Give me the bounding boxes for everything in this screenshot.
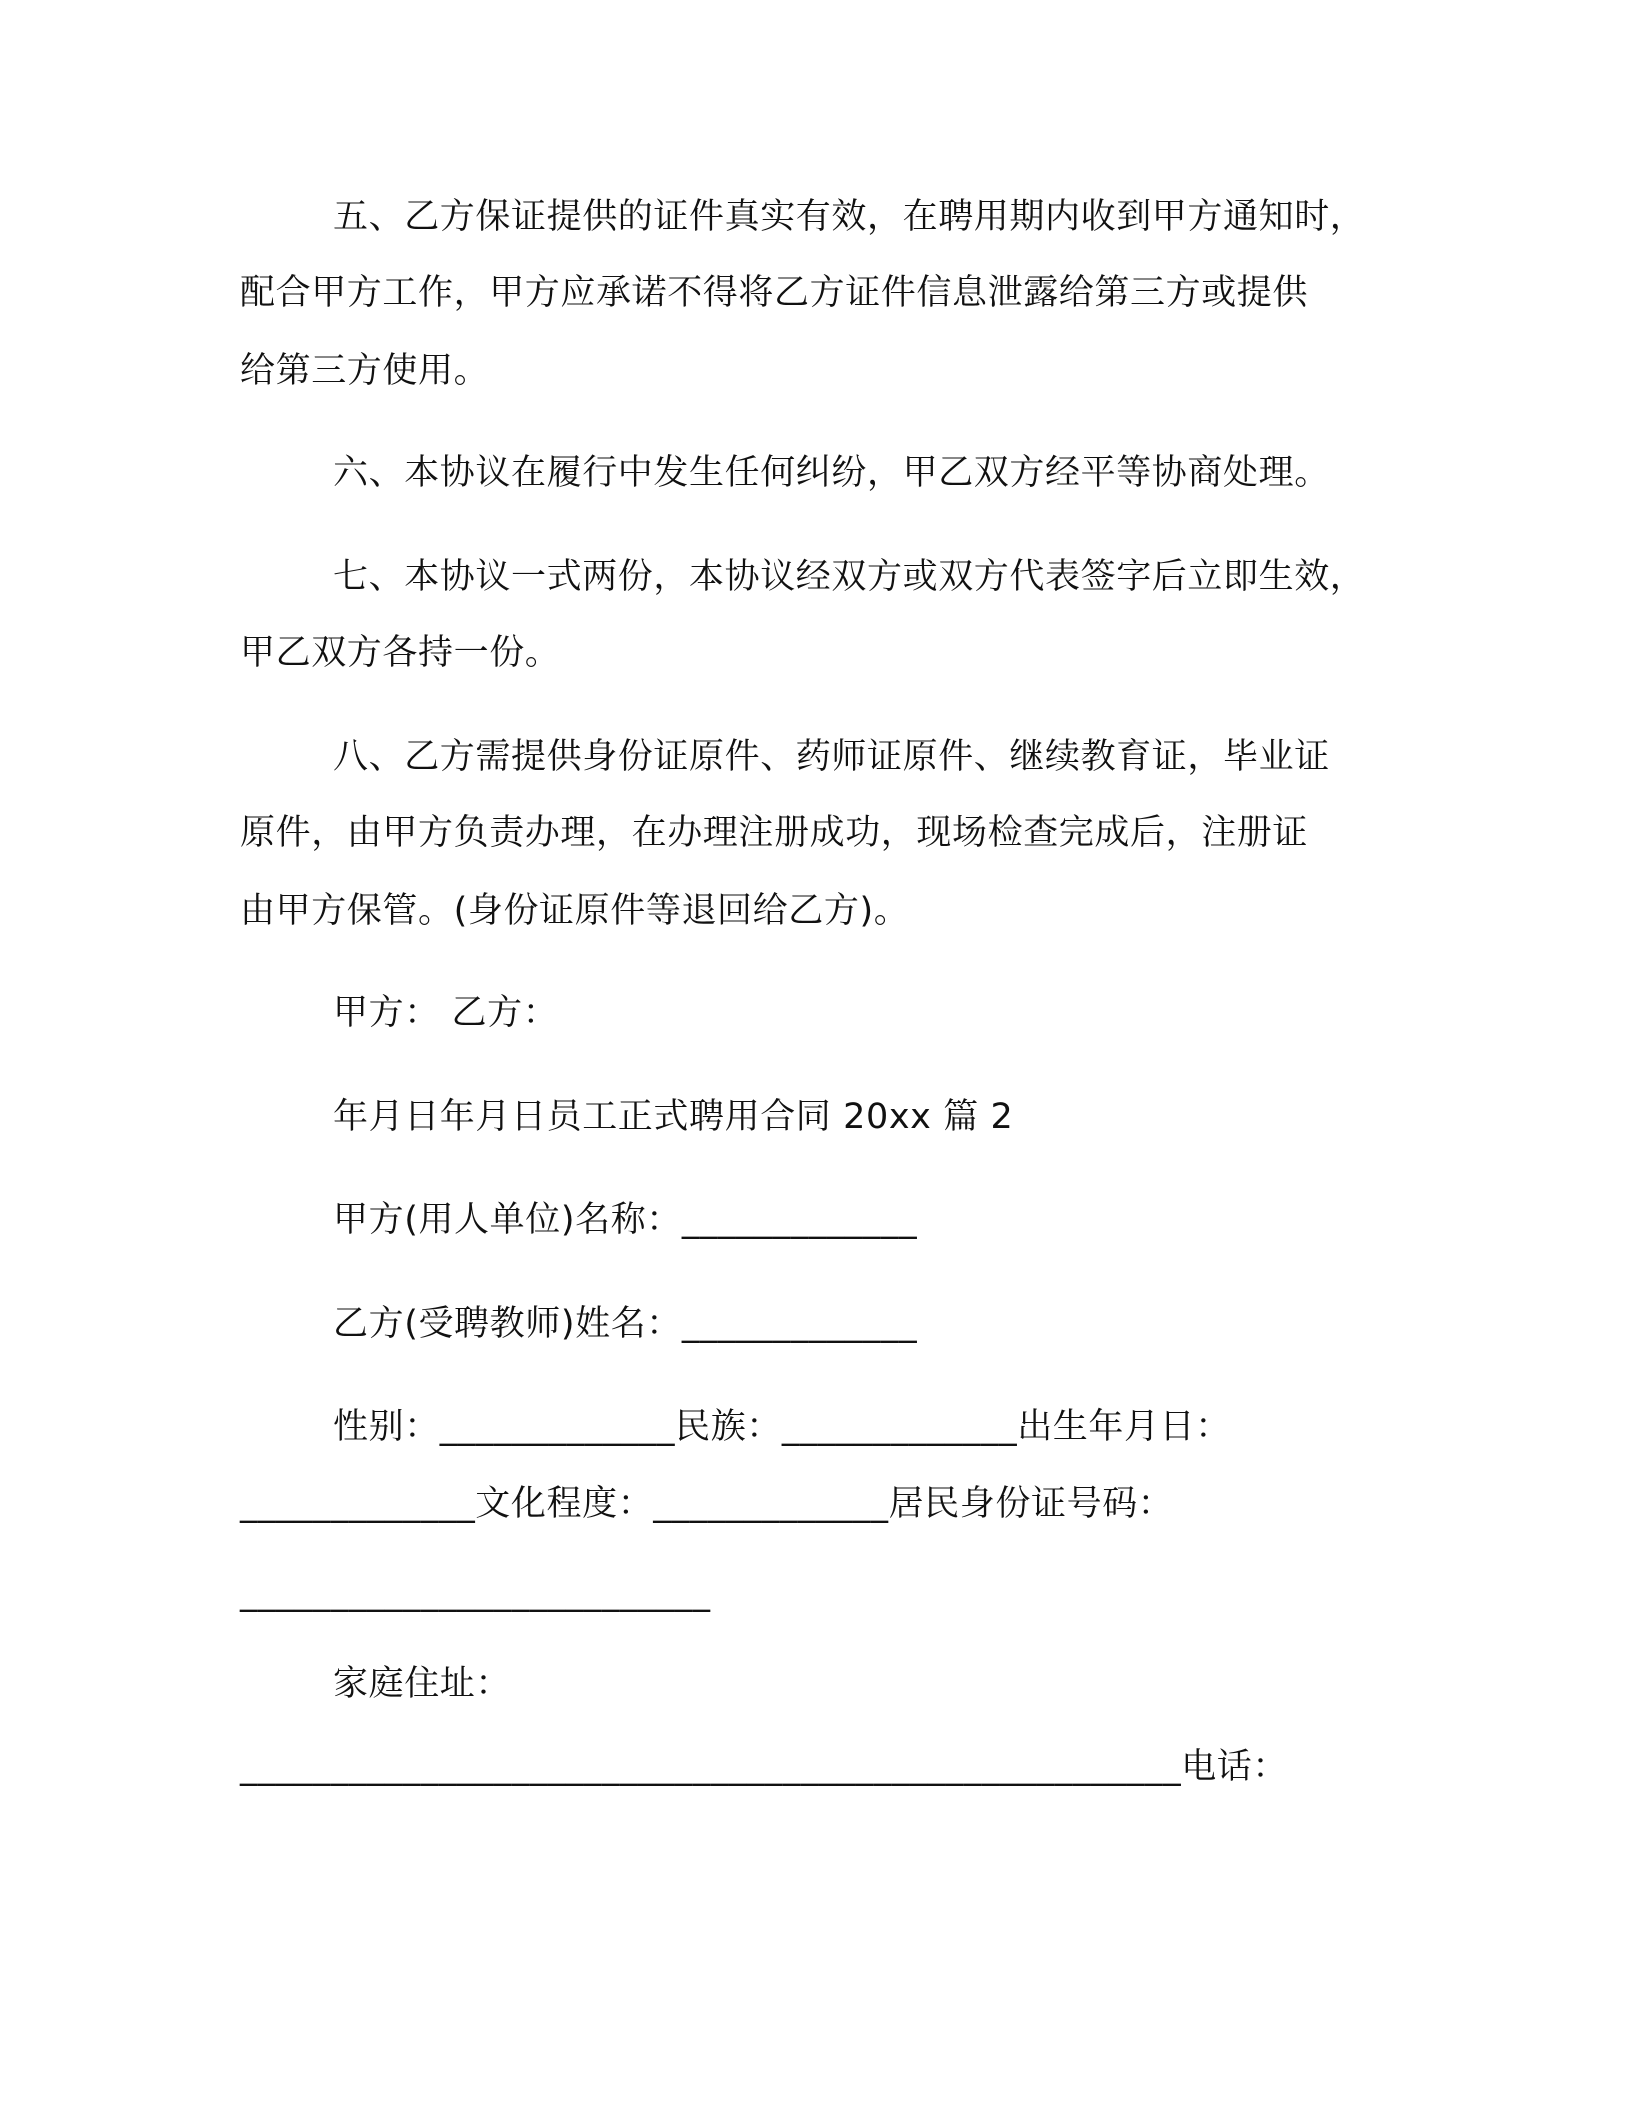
clause-8-line-1: 八、乙方需提供身份证原件、药师证原件、继续教育证，毕业证: [333, 737, 1330, 777]
clause-5-line-2: 配合甲方工作，甲方应承诺不得将乙方证件信息泄露给第三方或提供: [240, 273, 1309, 313]
clause-7-line-2: 甲乙双方各持一份。: [240, 633, 561, 673]
clause-8-line-2: 原件，由甲方负责办理，在办理注册成功，现场检查完成后，注册证: [240, 813, 1309, 853]
clause-7-line-1: 七、本协议一式两份，本协议经双方或双方代表签字后立即生效，: [333, 557, 1366, 597]
personal-info-line-2: _____________文化程度：_____________居民身份证号码：: [240, 1484, 1174, 1524]
signature-parties: 甲方： 乙方：: [333, 993, 559, 1033]
party-b-name-field: 乙方(受聘教师)姓名：_____________: [333, 1304, 918, 1344]
home-address-label: 家庭住址：: [333, 1664, 512, 1704]
address-phone-line: ____________________________________________________电话：: [240, 1747, 1288, 1787]
clause-5-line-1: 五、乙方保证提供的证件真实有效，在聘用期内收到甲方通知时，: [333, 197, 1366, 237]
clause-5-line-3: 给第三方使用。: [240, 351, 490, 391]
clause-8-line-3: 由甲方保管。(身份证原件等退回给乙方)。: [240, 891, 910, 931]
personal-info-line-1: 性别：_____________民族：_____________出生年月日：: [333, 1407, 1231, 1447]
clause-6: 六、本协议在履行中发生任何纠纷，甲乙双方经平等协商处理。: [333, 453, 1330, 493]
party-a-name-field: 甲方(用人单位)名称：_____________: [333, 1200, 918, 1240]
id-number-blank: __________________________: [240, 1573, 711, 1613]
contract-heading: 年月日年月日员工正式聘用合同 20xx 篇 2: [333, 1097, 1014, 1137]
